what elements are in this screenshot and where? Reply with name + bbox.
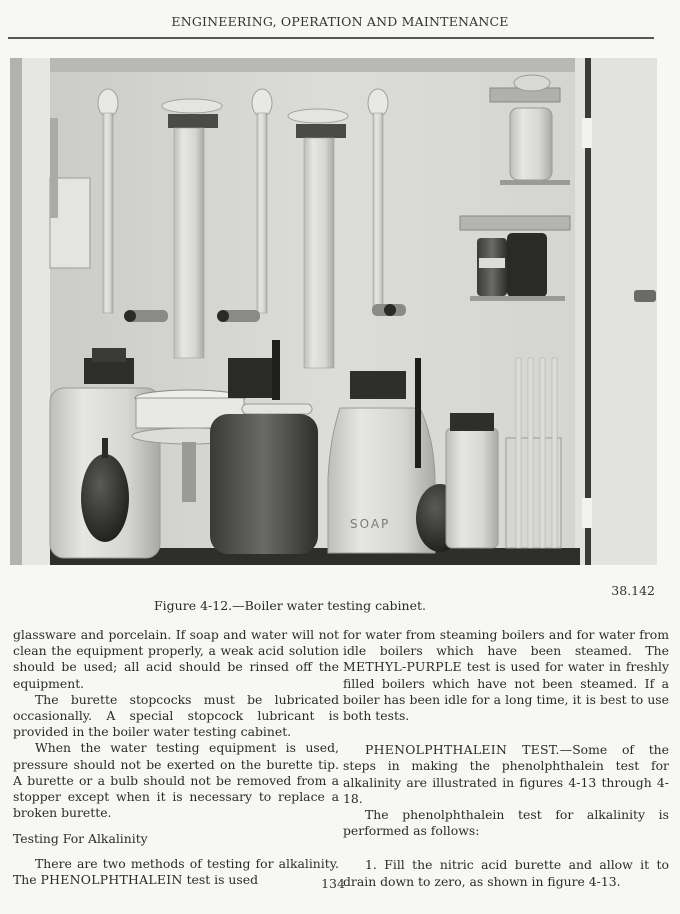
paragraph: glassware and porcelain. If soap and water will not clean the equipment properly, a weak acid solution should be used; all acid should be rinsed off the equipment. [13,627,339,691]
small-glass-jar [446,413,498,548]
right-column [343,627,669,890]
soap-label: SOAP [350,517,391,531]
paragraph: for water from steaming boilers and for water from idle boilers which have been steamed. The METHYL-PURPLE test is used for water in freshly filled boilers which have not been steamed. If a boiler has been idle for a long time, it is best to use both tests. [343,627,669,724]
figure-photo-boiler-water-testing-cabinet [10,58,657,565]
cabinet-top-edge [10,58,580,72]
numbered-step: 1. Fill the nitric acid burette and allow it to drain down to zero, as shown in figure 4-13. [343,857,669,889]
paragraph: PHENOLPHTHALEIN TEST.—Some of the steps in making the phenolphthalein test for alkalinity are illustrated in figures 4-13 through 4-18. [343,742,669,806]
paragraph: The burette stopcocks must be lubricated occasionally. A special stopcock lubricant is provided in the boiler water testing cabinet. [13,691,339,740]
figure-caption: Figure 4-12.—Boiler water testing cabinet. [154,598,426,613]
section-heading: Testing For Alkalinity [13,831,148,847]
cabinet-left-frame [22,58,50,565]
paragraph: When the water testing equipment is used, pressure should not be exerted on the burette tip. A burette or a bulb should not be removed from a stopper except when it is necessary to replace a broken burette. [13,740,339,821]
paragraph: There are two methods of testing for alkalinity. The PHENOLPHTHALEIN test is used [13,855,339,887]
header-rule [8,37,654,39]
door-latch [634,290,656,302]
page-number: 134 [321,876,345,891]
running-head: ENGINEERING, OPERATION AND MAINTENANCE [171,14,509,29]
paragraph: The phenolphthalein test for alkalinity is performed as follows: [343,807,669,839]
rubber-bulb [81,454,129,542]
figure-id: 38.142 [611,583,655,598]
left-column [13,627,339,888]
